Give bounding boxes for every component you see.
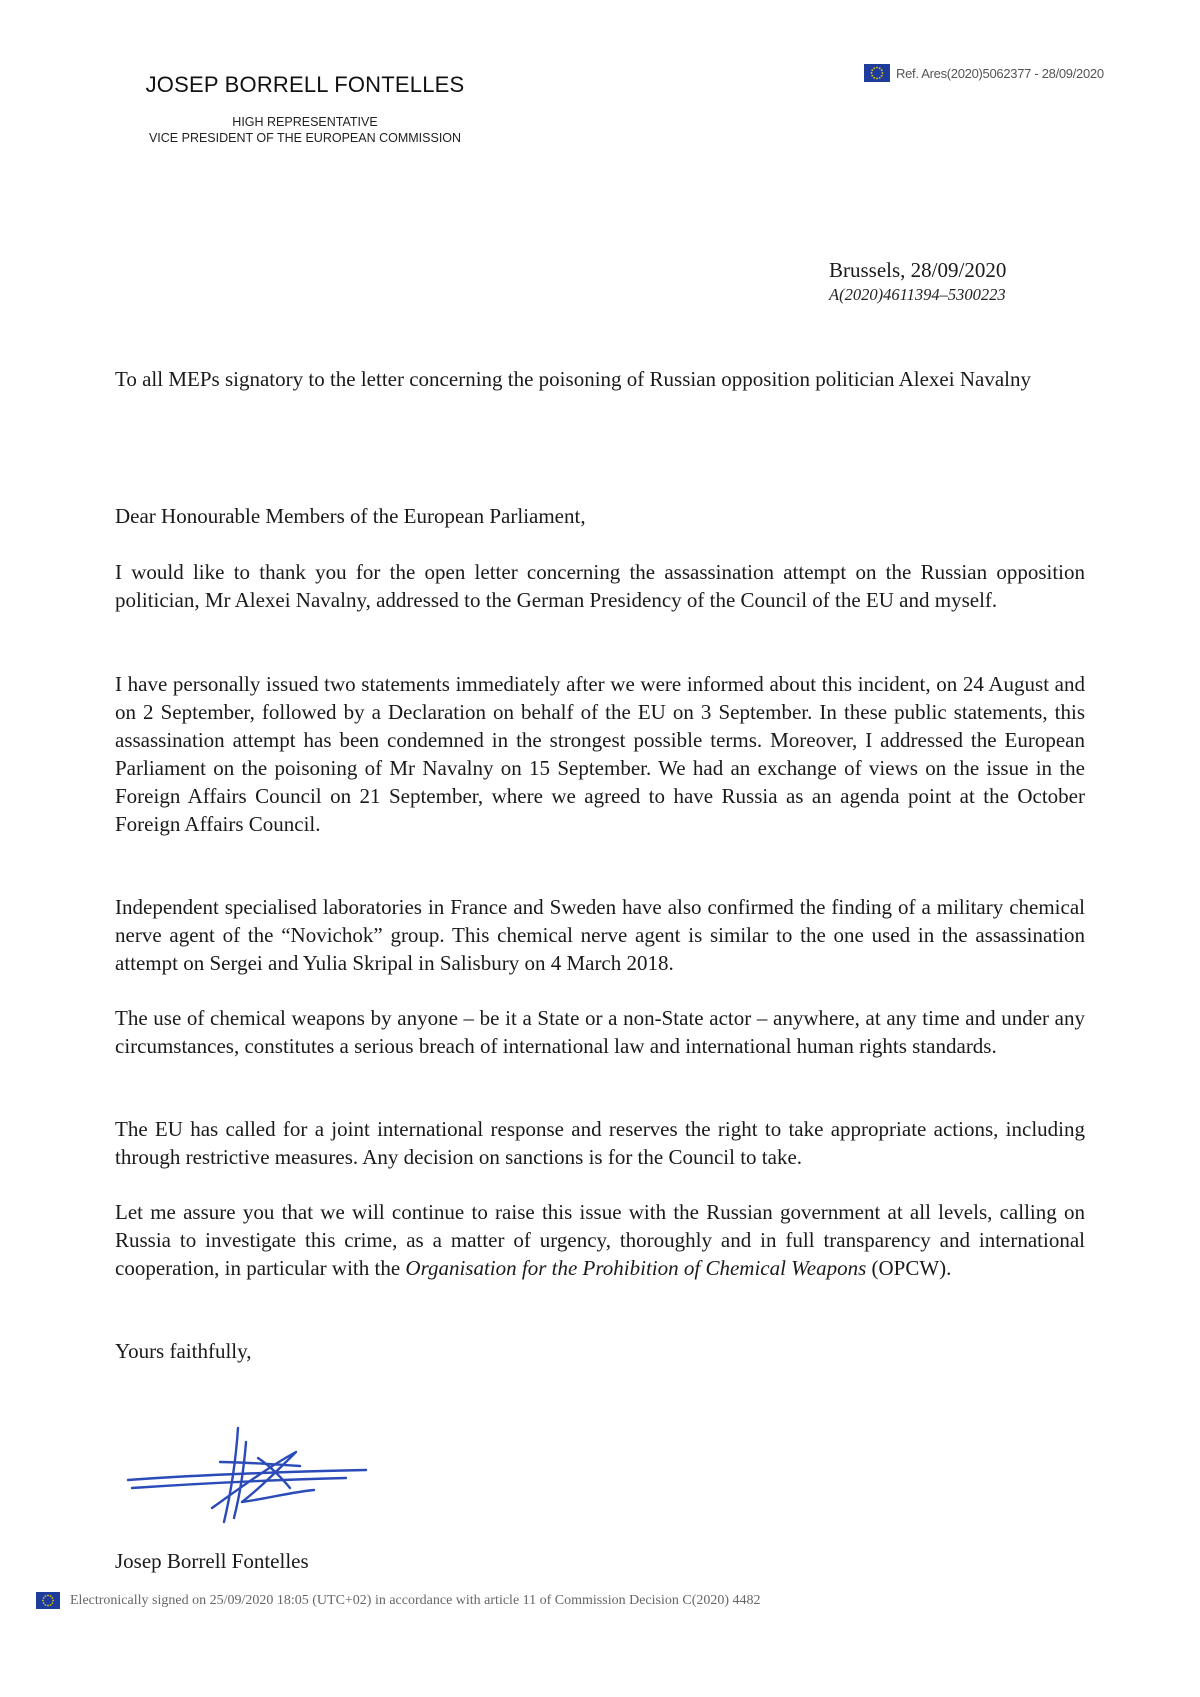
- paragraph-text: The use of chemical weapons by anyone – be it a State or a non-State actor – anywhere, at any time and under any circumstances, constitutes a serious breach of international law and international human rights standards.: [115, 1006, 1085, 1058]
- esignature-text: Electronically signed on 25/09/2020 18:05 (UTC+02) in accordance with article 11 of Commission Decision C(2020) 4482: [70, 1592, 761, 1608]
- handwritten-signature: [120, 1418, 380, 1528]
- paragraph-text: The EU has called for a joint international response and reserves the right to take appropriate actions, including through restrictive measures. Any decision on sanctions is for the Council to take.: [115, 1117, 1085, 1169]
- reference-number: Ref. Ares(2020)5062377 - 28/09/2020: [896, 65, 1104, 81]
- place-date: Brussels, 28/09/2020: [829, 258, 1007, 282]
- paragraph-1: [115, 558, 1085, 614]
- signer-name: Josep Borrell Fontelles: [115, 1549, 309, 1573]
- reference-stamp: [864, 64, 1104, 82]
- organisation-name: Organisation for the Prohibition of Chemical Weapons: [405, 1256, 867, 1280]
- letterhead: [130, 72, 480, 146]
- electronic-signature-notice: [36, 1592, 761, 1609]
- paragraph-text: I have personally issued two statements immediately after we were informed about this incident, on 24 August and on 2 September, followed by a Declaration on behalf of the EU on 3 September. In these public statements, this assassination attempt has been condemned in the strongest possible terms. Moreover, I addressed the European Parliament on the poisoning of Mr Navalny on 15 September. We had an exchange of views on the issue in the Foreign Affairs Council on 21 September, where we agreed to have Russia as an agenda point at the October Foreign Affairs Council.: [115, 672, 1085, 836]
- role-line-1: HIGH REPRESENTATIVE: [232, 115, 378, 129]
- role-line-2: VICE PRESIDENT OF THE EUROPEAN COMMISSION: [148, 131, 462, 145]
- sender-name: JOSEP BORRELL FONTELLES: [145, 72, 465, 97]
- paragraph-text: I would like to thank you for the open letter concerning the assassination attempt on the Russian opposition politician, Mr Alexei Navalny, addressed to the German Presidency of the Council of the EU and myself.: [115, 560, 1085, 612]
- paragraph-text: [115, 1198, 1085, 1282]
- eu-flag-icon: [864, 64, 890, 82]
- document-reference: A(2020)4611394–5300223: [829, 285, 1006, 304]
- paragraph-4: [115, 1004, 1085, 1060]
- paragraph-3: [115, 893, 1085, 977]
- paragraph-6: [115, 1198, 1085, 1282]
- salutation: Dear Honourable Members of the European Parliament,: [115, 504, 586, 528]
- eu-flag-icon: [36, 1592, 60, 1609]
- paragraph-5: [115, 1115, 1085, 1171]
- paragraph-2: [115, 670, 1085, 838]
- paragraph-text: Independent specialised laboratories in France and Sweden have also confirmed the finding of a military chemical nerve agent of the “Novichok” group. This chemical nerve agent is similar to the one used in the assassination attempt on Sergei and Yulia Skripal in Salisbury on 4 March 2018.: [115, 895, 1085, 975]
- sender-role: [130, 114, 480, 146]
- paragraph-text-start: Let me assure you that we will continue to raise this issue with the Russian government at all levels, calling on Russia to investigate this crime, as a matter of urgency, thoroughly and in full transparency and international cooperation, in particular with the: [115, 1200, 1085, 1280]
- paragraph-text-end: (OPCW).: [866, 1256, 952, 1280]
- addressee: To all MEPs signatory to the letter concerning the poisoning of Russian opposition politician Alexei Navalny: [115, 367, 1031, 391]
- closing: Yours faithfully,: [115, 1339, 252, 1363]
